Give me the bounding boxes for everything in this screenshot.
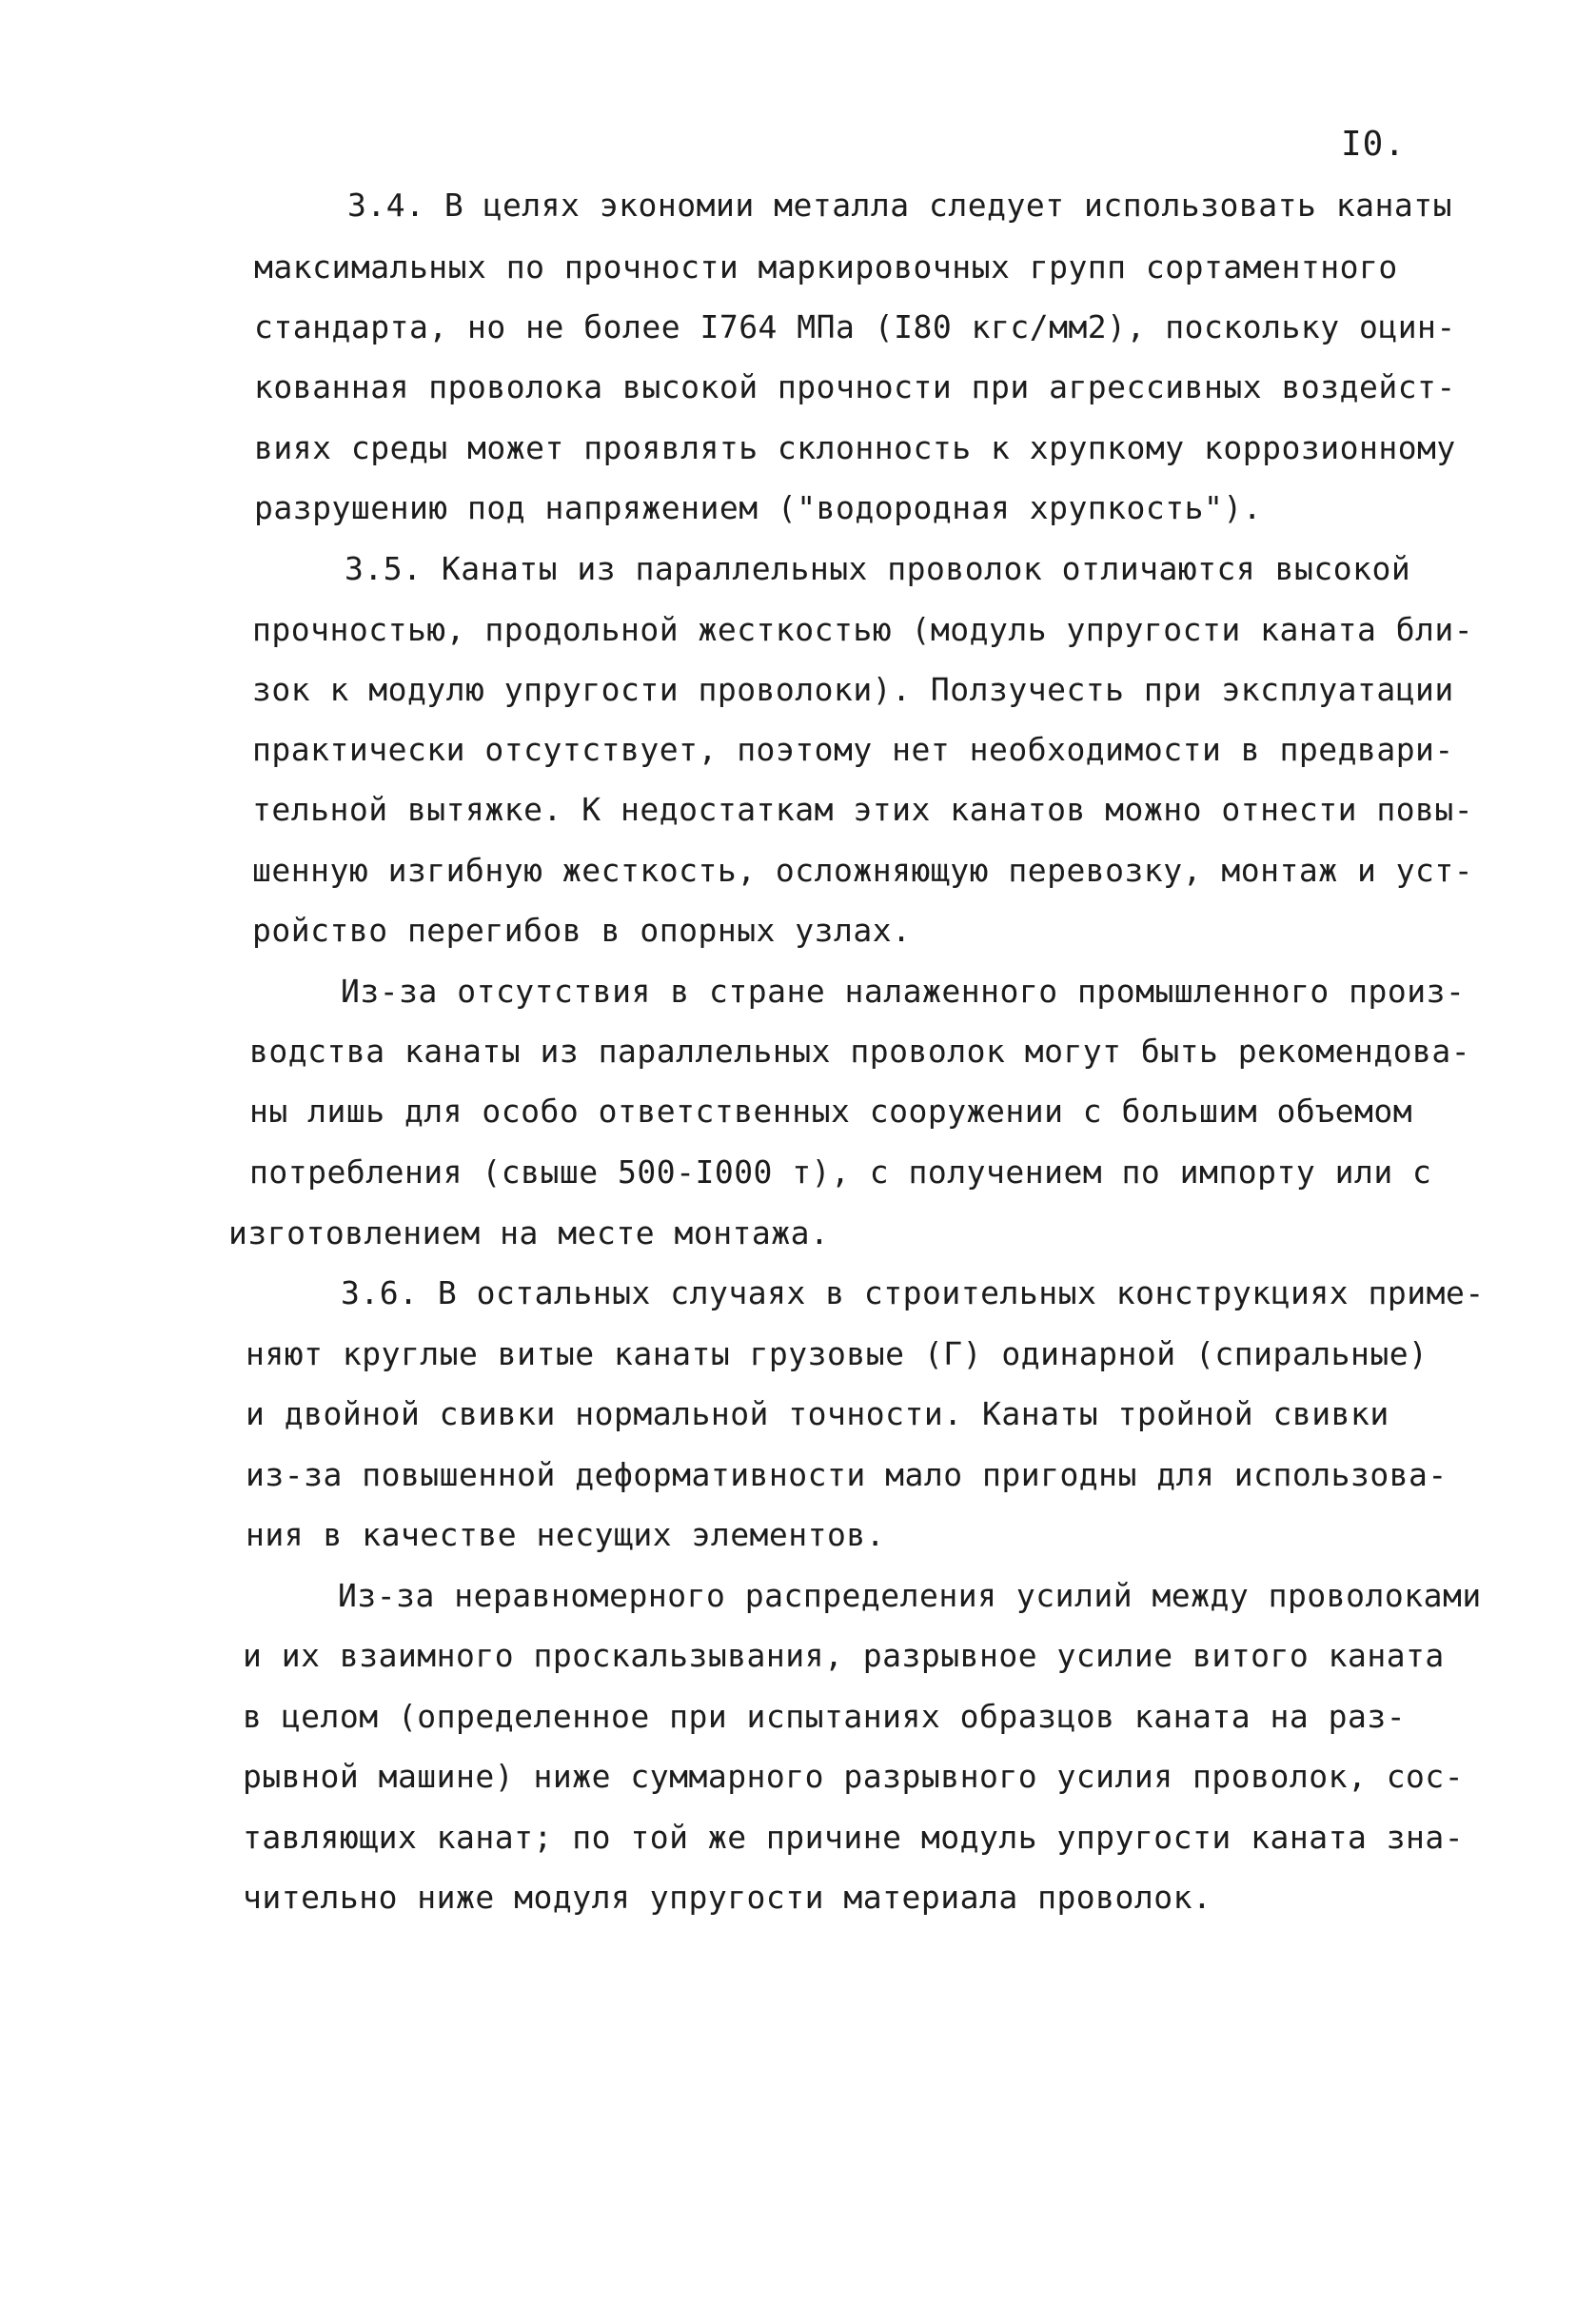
text-line: максимальных по прочности маркировочных групп сортаментного [254, 248, 1398, 286]
text-line: ния в качестве несущих элементов. [246, 1516, 886, 1553]
text-line: кованная проволока высокой прочности при агрессивных воздейст- [254, 368, 1456, 405]
text-line: прочностью, продольной жесткостью (модуль упругости каната бли- [252, 611, 1474, 648]
text-line: и их взаимного проскальзывания, разрывное усилие витого каната [243, 1637, 1445, 1674]
text-line: стандарта, но не более I764 МПа (I80 кгс/мм2), поскольку оцин- [254, 308, 1456, 345]
text-line: изготовлением на месте монтажа. [228, 1214, 830, 1251]
text-line: зок к модулю упругости проволоки). Ползучесть при эксплуатации [252, 671, 1454, 708]
text-line: ройство перегибов в опорных узлах. [252, 912, 912, 949]
text-line: 3.4. В целях экономии металла следует использовать канаты [347, 187, 1452, 224]
text-line: Из-за отсутствия в стране налаженного промышленного произ- [341, 973, 1466, 1010]
text-line: из-за повышенной деформативности мало пригодны для использова- [246, 1456, 1448, 1493]
text-line: Из-за неравномерного распределения усилий между проволоками [338, 1577, 1482, 1614]
text-line: водства канаты из параллельных проволок могут быть рекомендова- [249, 1033, 1471, 1070]
text-line: 3.5. Канаты из параллельных проволок отличаются высокой [345, 550, 1411, 587]
text-line: 3.6. В остальных случаях в строительных конструкциях приме- [341, 1274, 1485, 1311]
page-number: I0. [1340, 125, 1406, 164]
text-line: тавляющих канат; по той же причине модуль упругости каната зна- [243, 1819, 1465, 1856]
text-line: няют круглые витые канаты грузовые (Г) одинарной (спиральные) [246, 1335, 1429, 1372]
text-line: практически отсутствует, поэтому нет необходимости в предвари- [252, 731, 1454, 768]
text-line: рывной машине) ниже суммарного разрывного усилия проволок, сос- [243, 1758, 1465, 1795]
text-line: ны лишь для особо ответственных сооружении с большим объемом [249, 1093, 1413, 1130]
text-line: чительно ниже модуля упругости материала проволок. [243, 1879, 1212, 1916]
text-line: шенную изгибную жесткость, осложняющую перевозку, монтаж и уст- [252, 852, 1474, 889]
text-line: виях среды может проявлять склонность к хрупкому коррозионному [254, 429, 1456, 466]
text-line: в целом (определенное при испытаниях образцов каната на раз- [243, 1698, 1407, 1735]
text-line: и двойной свивки нормальной точности. Канаты тройной свивки [246, 1395, 1389, 1432]
text-line: тельной вытяжке. К недостаткам этих канатов можно отнести повы- [252, 791, 1474, 828]
text-line: разрушению под напряжением ("водородная хрупкость"). [254, 489, 1263, 526]
text-line: потребления (свыше 500-I000 т), с получением по импорту или с [249, 1153, 1432, 1191]
